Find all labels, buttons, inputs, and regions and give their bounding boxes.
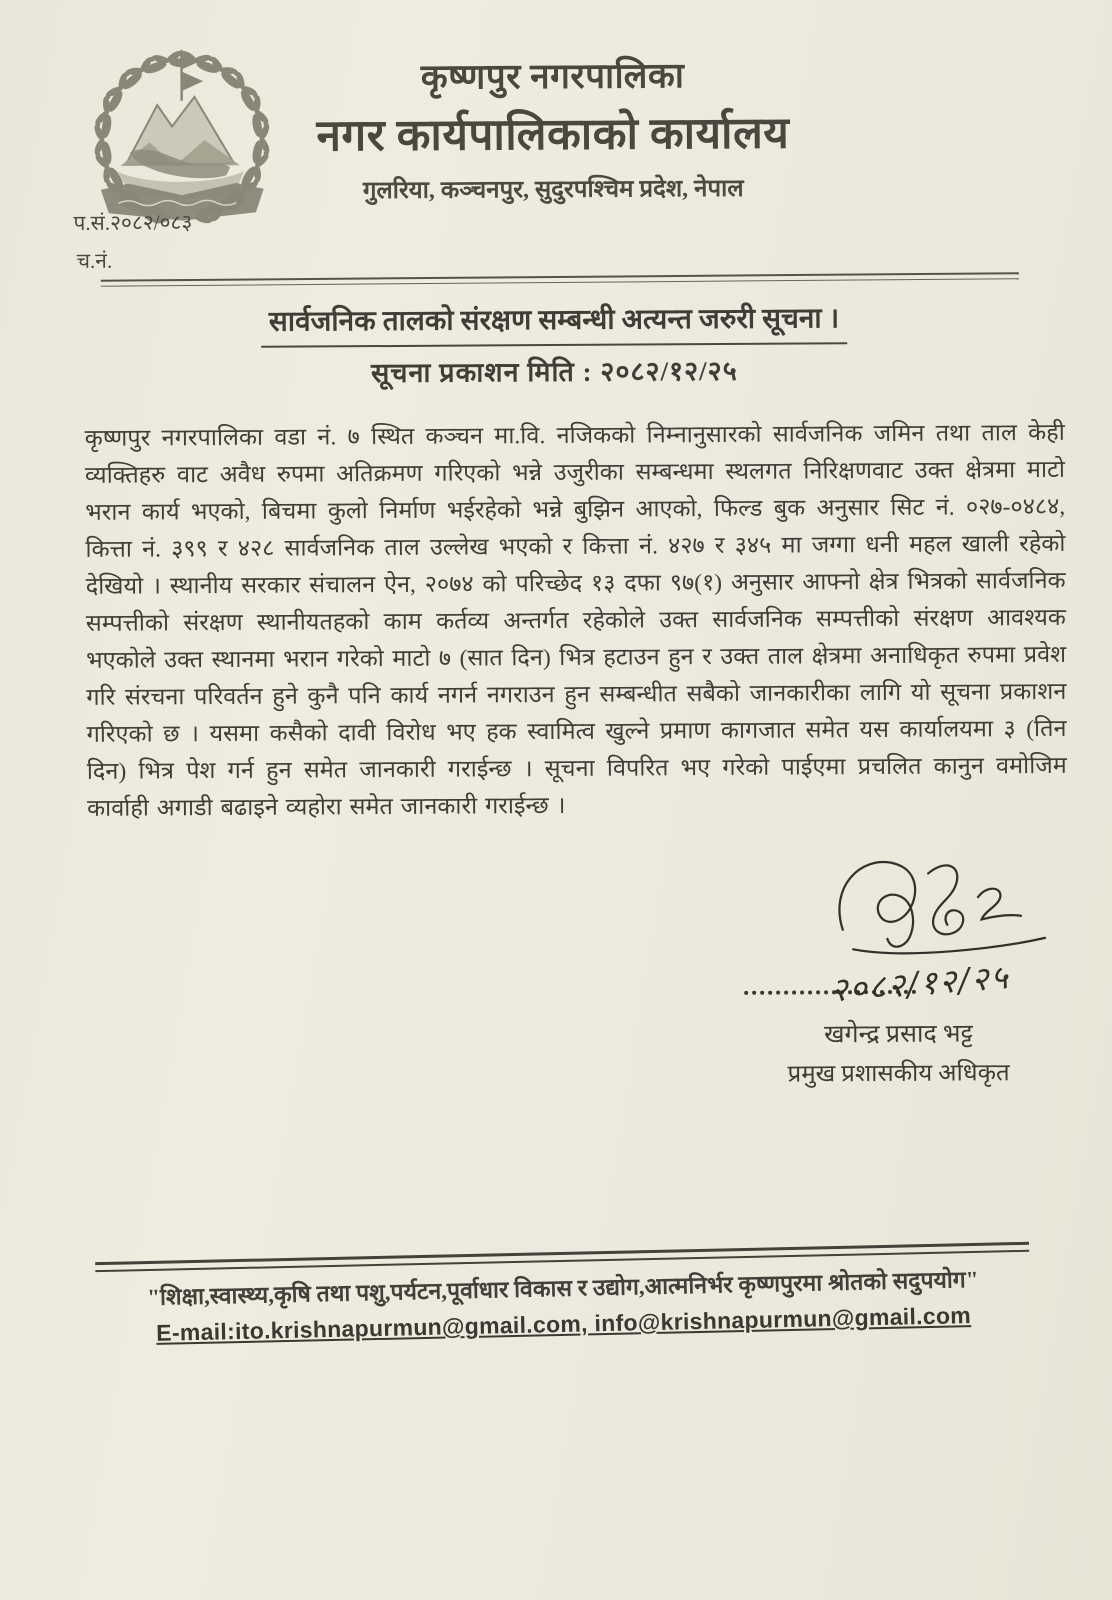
- office-address: गुलरिया, कञ्चनपुर, सुदुरपश्चिम प्रदेश, नेपाल: [362, 175, 744, 205]
- municipality-name: कृष्णपुर नगरपालिका: [420, 56, 685, 97]
- reference-number: प.सं.२०८२/०८३: [73, 210, 193, 235]
- signature-block: [729, 847, 1066, 1090]
- footer-slogan: "शिक्षा,स्वास्थ्य,कृषि तथा पशु,पर्यटन,पूर्वाधार विकास र उद्योग,आत्मनिर्भर कृष्णपुरमा श्रोतको सदुपयोग": [146, 1266, 979, 1311]
- footer-email-line: E-mail:ito.krishnapurmun@gmail.com, info@krishnapurmun@gmail.com: [155, 1302, 972, 1346]
- header-divider-rule: [101, 272, 1019, 287]
- office-name: नगर कार्यपालिकाको कार्यालय: [316, 108, 790, 161]
- subject-line-wrap: [0, 297, 1110, 350]
- notice-subject: सार्वजनिक तालको संरक्षण सम्बन्धी अत्यन्त जरुरी सूचना ।: [261, 298, 848, 348]
- publication-date-line: सूचना प्रकाशन मिति : २०८२/१२/२५: [370, 355, 738, 389]
- notice-body-paragraph: कृष्णपुर नगरपालिका वडा नं. ७ स्थित कञ्चन मा.वि. नजिकको निम्नानुसारको सार्वजनिक जमिन तथा ताल केही व्यक्तिहरु वाट अवैध रुपमा अतिक्रमण गरिएको भन्ने उजुरीका सम्बन्धमा स्थलगत निरिक्षणवाट उक्त क्षेत्रमा माटो भरान कार्य भएको, बिचमा कुलो निर्माण भईरहेको भन्ने बुझिन आएको, फिल्ड बुक अनुसार सिट नं. ०२७-०४८४, कित्ता नं. ३९९ र ४२८ सार्वजनिक ताल उल्लेख भएको र कित्ता नं. ४२७ र ३४५ मा जग्गा धनी महल खाली रहेको देखियो । स्थानीय सरकार संचालन ऐन, २०७४ को परिच्छेद १३ दफा ९७(१) अनुसार आफ्नो क्षेत्र भित्रको सार्वजनिक सम्पत्तीको संरक्षण स्थानीयतहको काम कर्तव्य अन्तर्गत रहेकोले उक्त सार्वजनिक सम्पत्तीको संरक्षण आवश्यक भएकोले उक्त स्थानमा भरान गरेको माटो ७ (सात दिन) भित्र हटाउन हुन र उक्त ताल क्षेत्रमा अनाधिकृत रुपमा प्रवेश गरि संरचना परिवर्तन हुने कुनै पनि कार्य नगर्न नगराउन हुन सम्बन्धीत सबैको जानकारीका लागि यो सूचना प्रकाशन गरिएको छ । यसमा कसैको दावी विरोध भए हक स्वामित्व खुल्ने प्रमाण कागजात समेत यस कार्यालयमा ३ (तिन दिन) भित्र पेश गर्न हुन समेत जानकारी गराईन्छ । सूचना विपरित भए गरेको पाईएमा प्रचलित कानुन वमोजिम कार्वाही अगाडी बढाइने व्यहोरा समेत जानकारी गराईन्छ ।: [84, 419, 1067, 822]
- signature-date-line: [730, 957, 1066, 1010]
- signatory-designation: प्रमुख प्रशासकीय अधिकृत: [787, 1060, 1010, 1088]
- letter-footer: [95, 1242, 1031, 1348]
- dispatch-number: च.नं.: [76, 248, 113, 273]
- signatory-name: खगेन्द्र प्रसाद भट्ट: [823, 1020, 973, 1049]
- signature-scribble-icon: [815, 847, 1062, 969]
- handwritten-date: २०८२/१२/२५: [828, 957, 1011, 1010]
